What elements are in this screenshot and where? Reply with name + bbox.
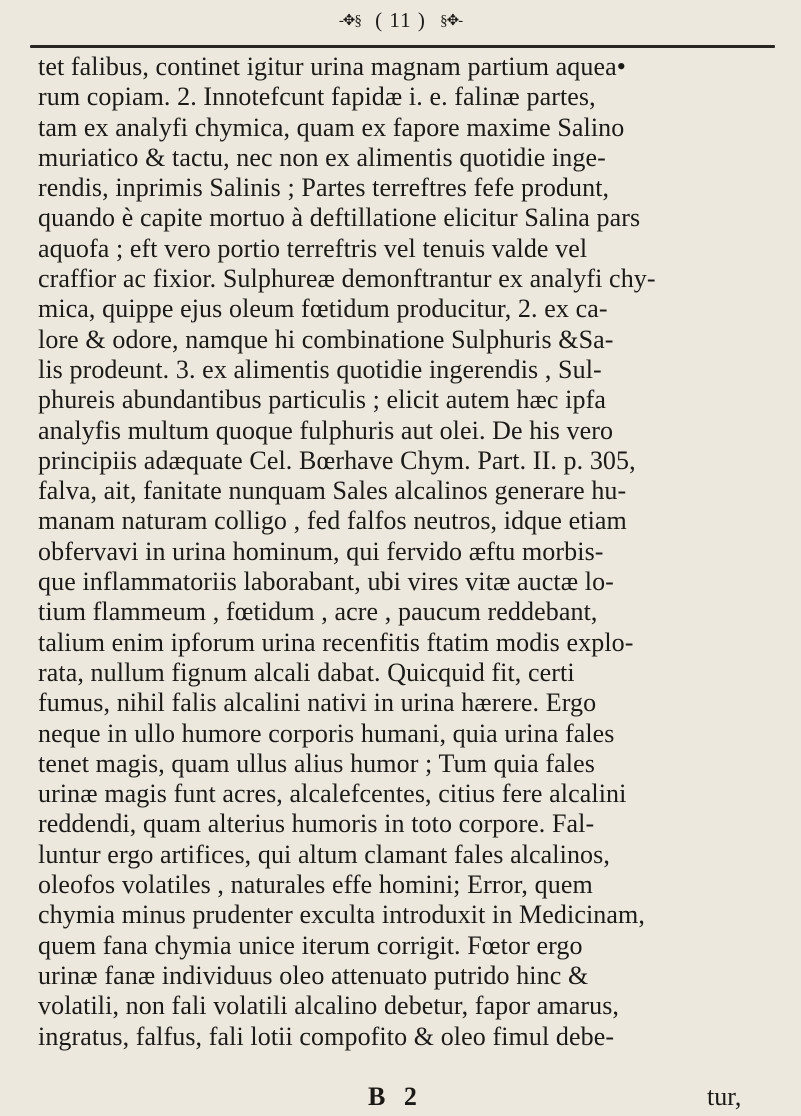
text-line: reddendi, quam alterius humoris in toto corpore. Fal- — [38, 809, 595, 839]
text-line: lore & odore, namque hi combinatione Sulphuris &Sa- — [38, 324, 614, 354]
text-line: quando è capite mortuo à deftillatione elicitur Salina pars — [38, 203, 641, 233]
text-line: oleofos volatiles , naturales effe homini; Error, quem — [38, 870, 593, 900]
text-line: muriatico & tactu, nec non ex alimentis quotidie inge- — [38, 142, 606, 172]
text-line: rendis, inprimis Salinis ; Partes terreftres fefe produnt, — [38, 173, 610, 203]
text-line: que inflammatoriis laborabant, ubi vires vitæ auctæ lo- — [38, 567, 614, 597]
text-line: falva, ait, fanitate nunquam Sales alcalinos generare hu- — [38, 476, 627, 506]
text-line: rum copiam. 2. Innotefcunt fapidæ i. e. falinæ partes, — [38, 82, 596, 112]
catchword: tur, — [707, 1082, 742, 1111]
body-text — [38, 52, 783, 1052]
text-line: volatili, non fali volatili alcalino debetur, fapor amarus, — [38, 991, 620, 1021]
text-line: obfervavi in urina hominum, qui fervido æftu morbis- — [38, 536, 604, 566]
signature-mark: B 2 — [368, 1082, 423, 1111]
text-line: craffior ac fixior. Sulphureæ demonftrantur ex analyfi chy- — [38, 264, 656, 294]
text-line: phureis abundantibus particulis ; elicit autem hæc ipfa — [38, 385, 606, 415]
text-line: urinæ magis funt acres, alcalefcentes, citius fere alcalini — [38, 779, 627, 809]
text-line: tam ex analyfi chymica, quam ex fapore maxime Salino — [38, 112, 625, 142]
text-line: fumus, nihil falis alcalini nativi in urina hærere. Ergo — [38, 688, 597, 718]
text-line: tet falibus, continet igitur urina magnam partium aquea• — [38, 52, 626, 81]
text-line: tium flammeum , fœtidum , acre , paucum reddebant, — [38, 597, 598, 627]
text-line: rata, nullum fignum alcali dabat. Quicquid fit, certi — [38, 657, 575, 687]
text-line: quem fana chymia unice iterum corrigit. Fœtor ergo — [38, 930, 583, 960]
text-line: mica, quippe ejus oleum fœtidum producitur, 2. ex ca- — [38, 294, 608, 324]
header-ornament-left: -✥§ — [338, 13, 361, 29]
header-rule — [30, 45, 775, 48]
text-line: tenet magis, quam ullus alius humor ; Tum quia fales — [38, 748, 595, 778]
header-ornament-right: §✥- — [440, 13, 463, 29]
text-line: manam naturam colligo , fed falfos neutros, idque etiam — [38, 506, 627, 536]
page-footer — [0, 1082, 801, 1112]
text-line: lis prodeunt. 3. ex alimentis quotidie ingerendis , Sul- — [38, 354, 602, 384]
text-line: principiis adæquate Cel. Bœrhave Chym. Part. II. p. 305, — [38, 445, 636, 475]
page-number: ( 11 ) — [375, 8, 426, 32]
text-line: talium enim ipforum urina recenfitis ftatim modis explo- — [38, 627, 634, 657]
text-line: aquofa ; eft vero portio terreftris vel tenuis valde vel — [38, 233, 588, 263]
text-line: analyfis multum quoque fulphuris aut olei. De his vero — [38, 415, 614, 445]
text-line: urinæ fanæ individuus oleo attenuato putrido hinc & — [38, 960, 589, 990]
text-line: neque in ullo humore corporis humani, quia urina fales — [38, 718, 615, 748]
text-line: luntur ergo artifices, qui altum clamant fales alcalinos, — [38, 839, 610, 869]
running-header — [0, 6, 801, 35]
text-line: chymia minus prudenter exculta introduxit in Medicinam, — [38, 900, 645, 930]
text-line: ingratus, falfus, fali lotii compofito & oleo fimul debe- — [38, 1021, 615, 1051]
